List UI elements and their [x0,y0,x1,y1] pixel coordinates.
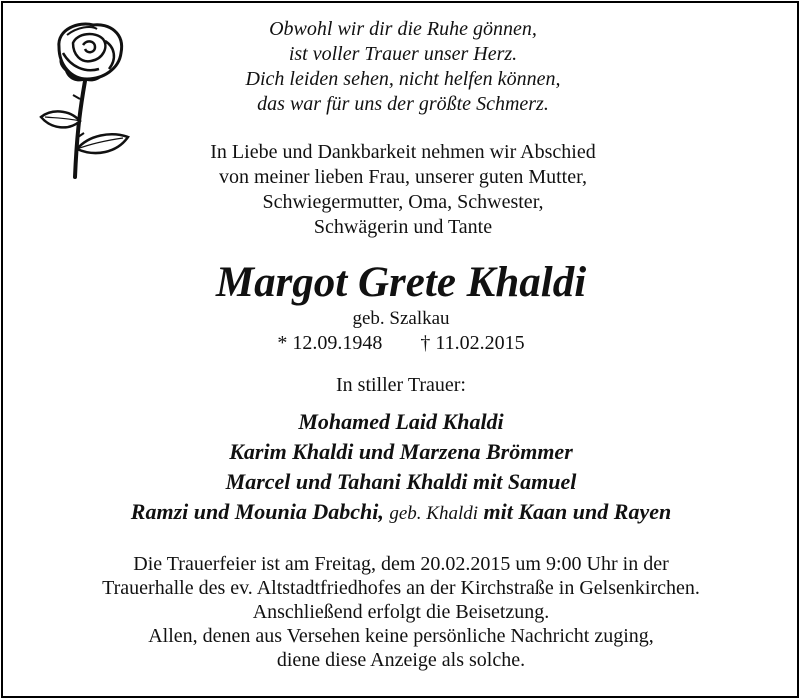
farewell-line: In Liebe und Dankbarkeit nehmen wir Abschied [210,141,596,163]
mourner-line: Marcel und Tahani Khaldi mit Samuel [225,469,577,494]
poem [153,17,653,117]
life-dates [3,331,799,355]
deceased-name: Margot Grete Khaldi [215,259,587,306]
service-line: Allen, denen aus Versehen keine persönliche Nachricht zuging, [148,625,654,647]
farewell-line: von meiner lieben Frau, unserer guten Mutter, [219,166,587,188]
mourner-names: mit Kaan und Rayen [483,499,672,524]
service-line: diene diese Anzeige als solche. [276,649,526,671]
service-line: Anschließend erfolgt die Beisetzung. [252,601,550,623]
poem-line: Dich leiden sehen, nicht helfen können, [245,68,561,90]
mourner-line: Mohamed Laid Khaldi [298,409,504,434]
mourners-list [3,407,799,529]
farewell-text [123,140,683,240]
mourner-birth-name: geb. Khaldi [389,503,479,524]
mourning-label: In stiller Trauer: [336,374,466,396]
mourner-line [3,497,799,529]
birth-date: * 12.09.1948 [277,332,383,354]
poem-line: das war für uns der größte Schmerz. [257,93,549,115]
birth-name: geb. Szalkau [352,308,450,329]
obituary-notice [1,1,799,698]
mourner-line: Karim Khaldi und Marzena Brömmer [229,439,573,464]
service-line: Die Trauerfeier ist am Freitag, dem 20.02.2015 um 9:00 Uhr in der [133,553,669,575]
service-line: Trauerhalle des ev. Altstadtfriedhofes an der Kirchstraße in Gelsenkirchen. [102,577,700,599]
poem-line: ist voller Trauer unser Herz. [288,43,518,65]
service-details [3,552,799,672]
farewell-line: Schwiegermutter, Oma, Schwester, [262,191,544,213]
farewell-line: Schwägerin und Tante [313,216,493,238]
poem-line: Obwohl wir dir die Ruhe gönnen, [269,18,537,40]
death-date: † 11.02.2015 [420,332,525,354]
mourner-names: Ramzi und Mounia Dabchi, [130,499,384,524]
